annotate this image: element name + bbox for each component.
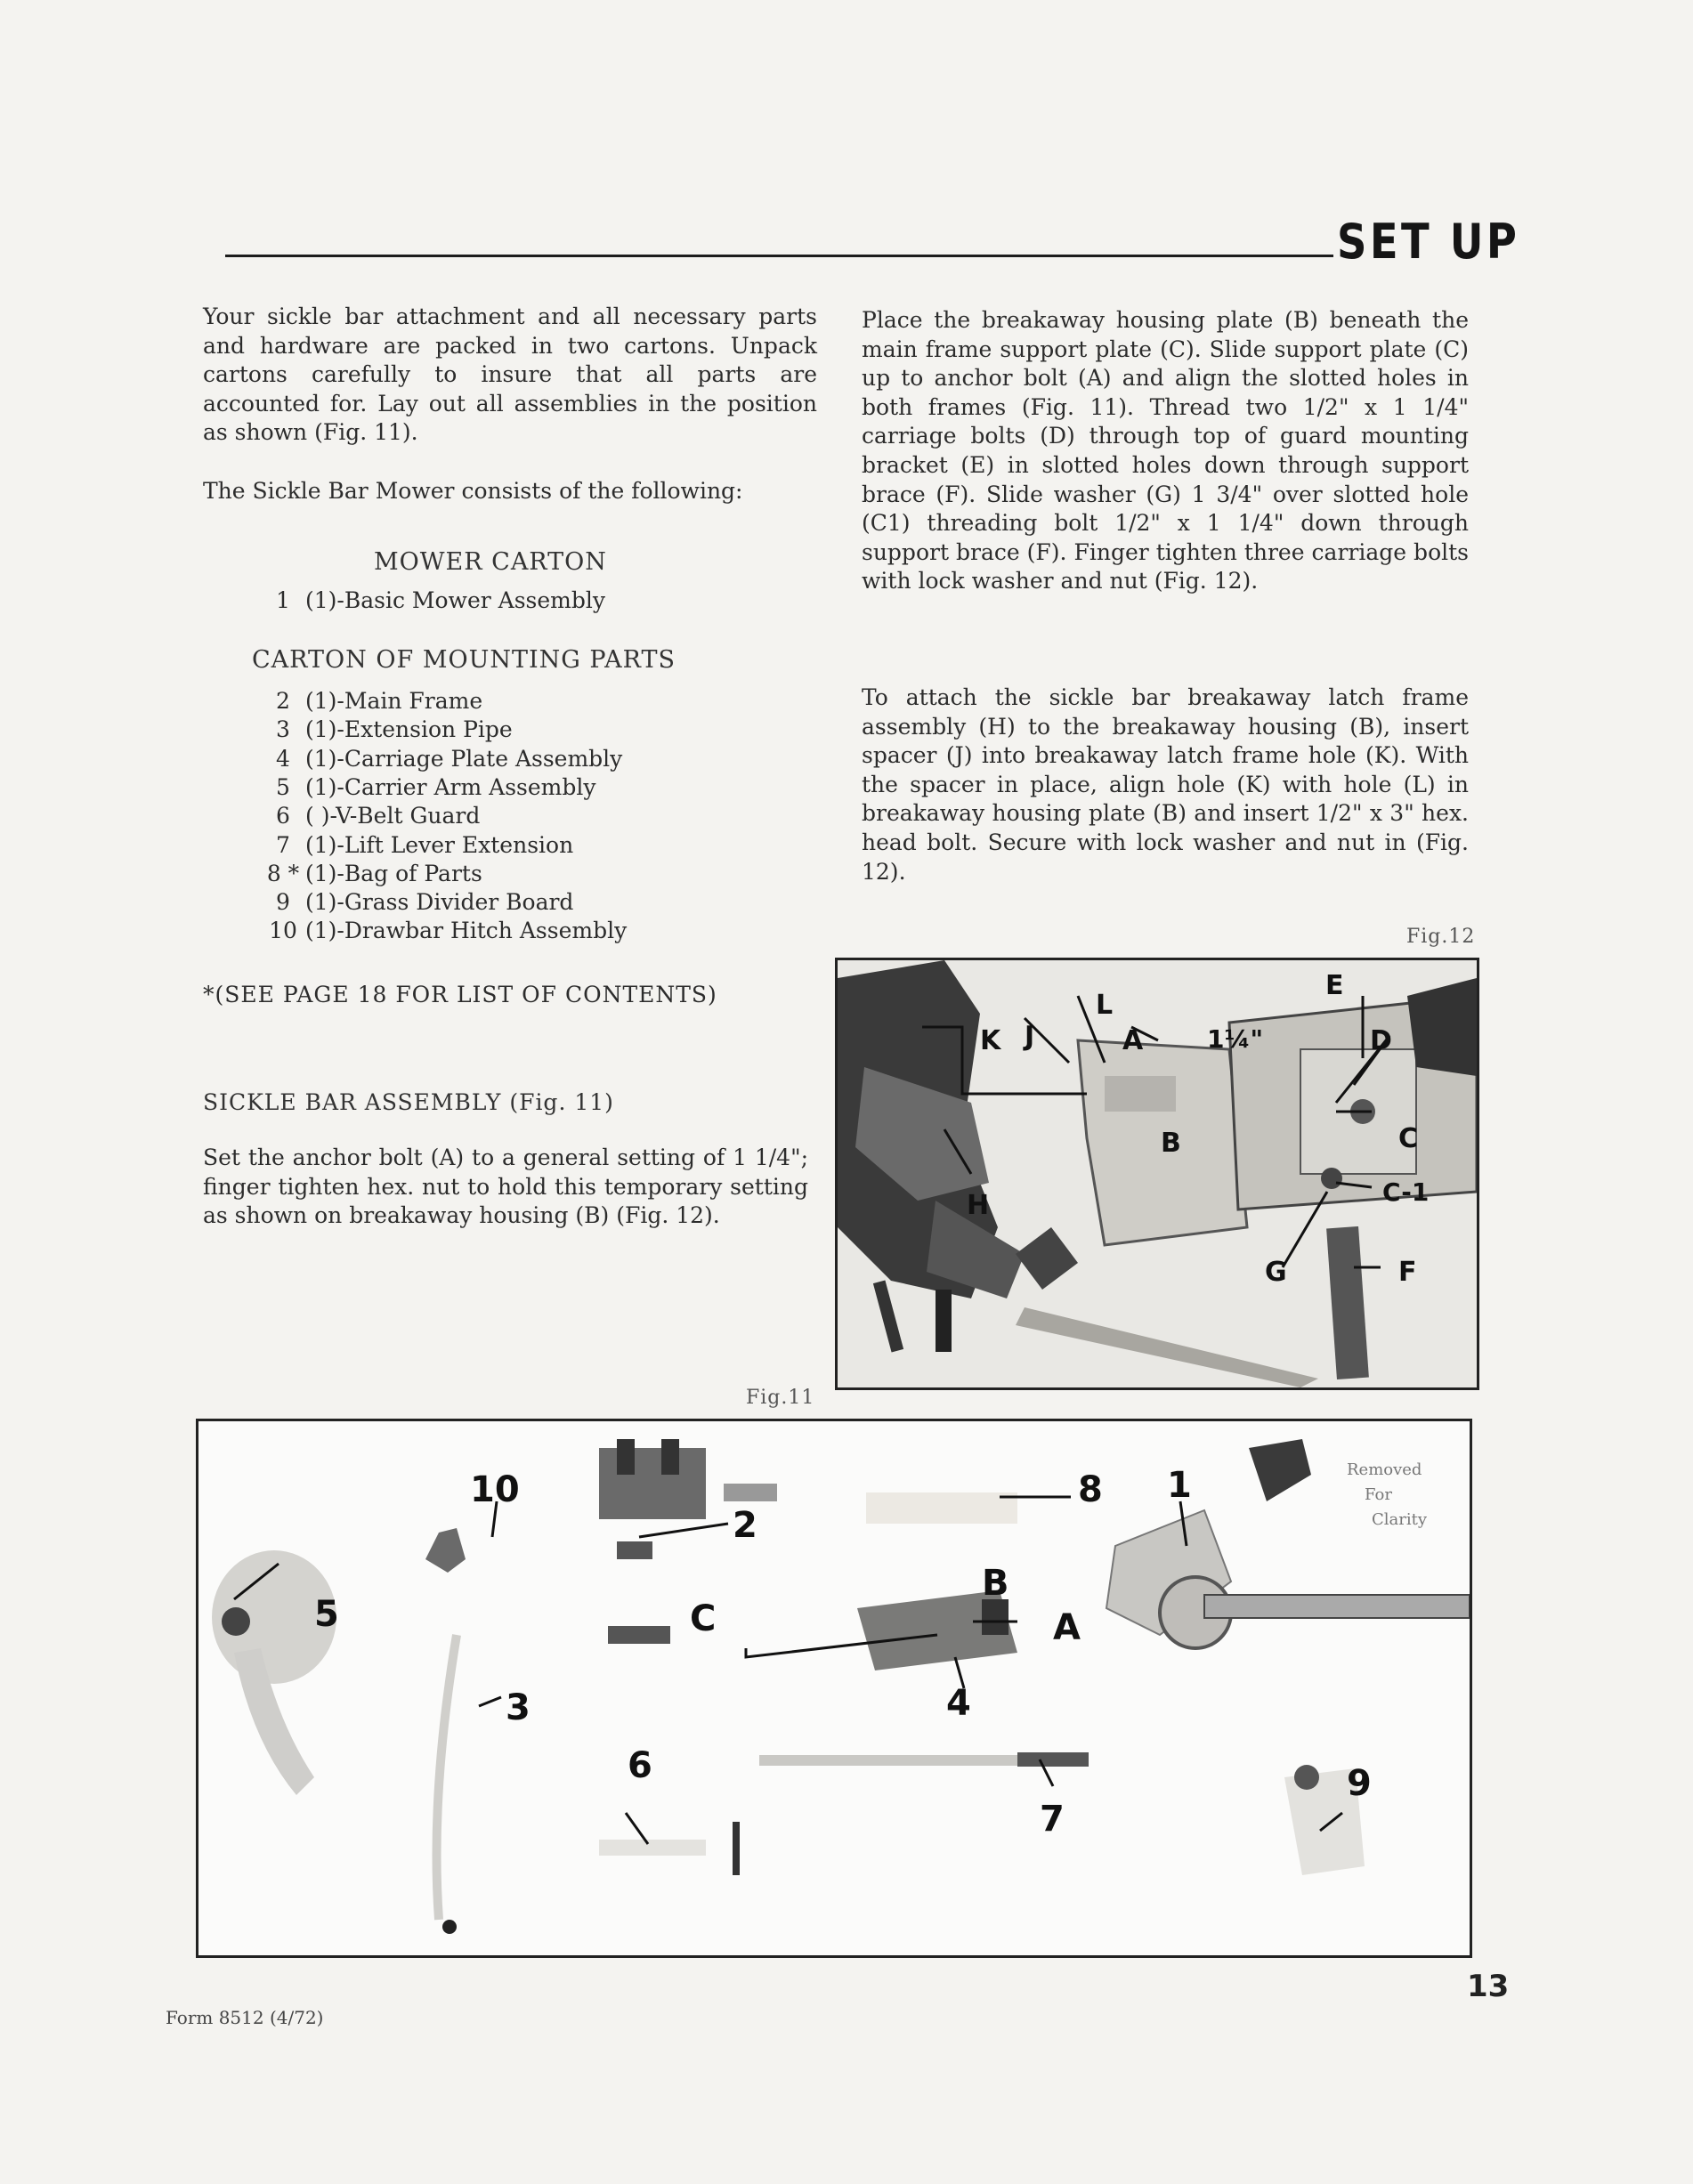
fig12-label-f: F <box>1398 1257 1417 1288</box>
item-number: 2 <box>276 688 290 714</box>
parts-list-item <box>261 716 513 742</box>
fig11-label-7: 7 <box>1040 1799 1065 1840</box>
fig11-label-1: 1 <box>1167 1465 1192 1506</box>
fig12-label-g: G <box>1265 1257 1287 1288</box>
fig11-label-a: A <box>1053 1607 1081 1648</box>
item-text: (1)-Bag of Parts <box>305 860 482 886</box>
fig11-label-b: B <box>982 1563 1009 1604</box>
fig11-label-6: 6 <box>628 1745 652 1786</box>
item-text: (1)-Carriage Plate Assembly <box>305 745 623 772</box>
fig11-label-c: C <box>690 1598 717 1639</box>
parts-list-item <box>261 774 595 800</box>
fig11-photo <box>196 1419 1472 1958</box>
right-paragraph-2: To attach the sickle bar breakaway latch frame assembly (H) to the breakaway housing (B), insert spacer (J) into breakaway latch frame hole (K). With the spacer in place, align hole (K) with hole (L) in breakaway housing plate (B) and insert 1/2" x 3" hex. head bolt. Secure with lock washer and nut in (Fig. 12). <box>862 684 1469 885</box>
item-text: (1)-Grass Divider Board <box>305 889 574 916</box>
item-text: (1)-Main Frame <box>305 688 483 714</box>
fig11-label-8: 8 <box>1078 1469 1103 1510</box>
parts-list-item <box>261 889 573 915</box>
item-number: 9 <box>276 889 290 916</box>
fig11-label-4: 4 <box>946 1683 971 1724</box>
see-page-note: *(SEE PAGE 18 FOR LIST OF CONTENTS) <box>203 982 717 1007</box>
item-text: (1)-Lift Lever Extension <box>305 831 574 858</box>
parts-list-item <box>261 746 622 772</box>
item-text: (1)-Drawbar Hitch Assembly <box>305 918 628 944</box>
mower-carton-heading: MOWER CARTON <box>374 548 607 576</box>
item-text: (1)-Carrier Arm Assembly <box>305 773 596 800</box>
fig11-label-5: 5 <box>314 1594 339 1635</box>
fig12-label-j: J <box>1025 1021 1035 1052</box>
item-number: 7 <box>276 831 290 858</box>
fig11-label-2: 2 <box>733 1505 757 1546</box>
fig11-label-10: 10 <box>470 1469 520 1510</box>
fig11-illustration <box>198 1421 1470 1955</box>
fig12-label-fraction: 1¼" <box>1207 1024 1264 1054</box>
header-rule <box>225 255 1333 257</box>
fig12-label-a: A <box>1122 1025 1144 1056</box>
intro-paragraph: Your sickle bar attachment and all necessary parts and hardware are packed in two cartons. Unpack cartons carefully to insure that all parts are accounted for. Lay out all assemblies in the position as shown (Fig. 11). <box>203 303 817 446</box>
parts-list-item <box>261 832 573 858</box>
item-text: (1)-Extension Pipe <box>305 716 513 743</box>
right-paragraph-1: Place the breakaway housing plate (B) beneath the main frame support plate (C). Slide support plate (C) up to anchor bolt (A) and align the slotted holes in both frames (Fig. 11). Thread two 1/2" x 1 1/4" carriage bolts (D) through top of guard mounting bracket (E) in slotted holes down through support brace (F). Slide washer (G) 1 3/4" over slotted hole (C1) threading bolt 1/2" x 1 1/4" down through support brace (F). Finger tighten three carriage bolts with lock washer and nut (Fig. 12). <box>862 307 1469 595</box>
item-number: 1 <box>276 587 290 613</box>
item-number: 3 <box>276 716 290 743</box>
fig12-label-c1: C-1 <box>1382 1177 1430 1207</box>
parts-list-item <box>261 587 605 613</box>
item-number: 6 <box>276 803 290 829</box>
fig11-removed-note-2: For <box>1365 1485 1392 1504</box>
fig12-label-b: B <box>1161 1128 1181 1159</box>
item-number: 4 <box>276 745 290 772</box>
fig11-label-3: 3 <box>506 1687 531 1728</box>
fig12-caption: Fig.12 <box>1406 926 1476 948</box>
fig12-label-d: D <box>1370 1025 1392 1056</box>
fig12-label-e: E <box>1325 970 1344 1001</box>
parts-list-item <box>261 803 480 829</box>
fig12-label-l: L <box>1096 990 1114 1021</box>
fig11-removed-note-3: Clarity <box>1372 1510 1428 1529</box>
fig12-photo <box>835 958 1479 1390</box>
item-text: (1)-Basic Mower Assembly <box>305 587 605 613</box>
anchor-bolt-paragraph: Set the anchor bolt (A) to a general setting of 1 1/4"; finger tighten hex. nut to hold this temporary setting as shown on breakaway housing (B) (Fig. 12). <box>203 1145 808 1229</box>
parts-list-item <box>261 688 482 714</box>
parts-list-item <box>261 918 627 943</box>
fig12-label-h: H <box>967 1190 990 1221</box>
item-number: 5 <box>276 773 290 800</box>
page-number: 13 <box>1467 1969 1510 2004</box>
item-text: ( )-V-Belt Guard <box>305 803 481 829</box>
fig11-caption: Fig.11 <box>746 1387 815 1409</box>
consists-paragraph: The Sickle Bar Mower consists of the following: <box>203 478 743 504</box>
form-number: Form 8512 (4/72) <box>166 2007 324 2028</box>
mounting-parts-heading: CARTON OF MOUNTING PARTS <box>252 646 676 674</box>
fig12-illustration <box>838 960 1477 1387</box>
parts-list-item <box>261 861 482 886</box>
fig11-removed-note-1: Removed <box>1347 1460 1422 1479</box>
sickle-bar-heading: SICKLE BAR ASSEMBLY (Fig. 11) <box>203 1089 614 1115</box>
fig12-label-k: K <box>980 1025 1001 1056</box>
fig12-label-c: C <box>1398 1123 1419 1154</box>
item-number: 8 * <box>266 860 300 886</box>
item-number: 10 <box>269 918 297 944</box>
fig11-label-9: 9 <box>1347 1763 1372 1804</box>
page-title: SET UP <box>1337 214 1520 270</box>
